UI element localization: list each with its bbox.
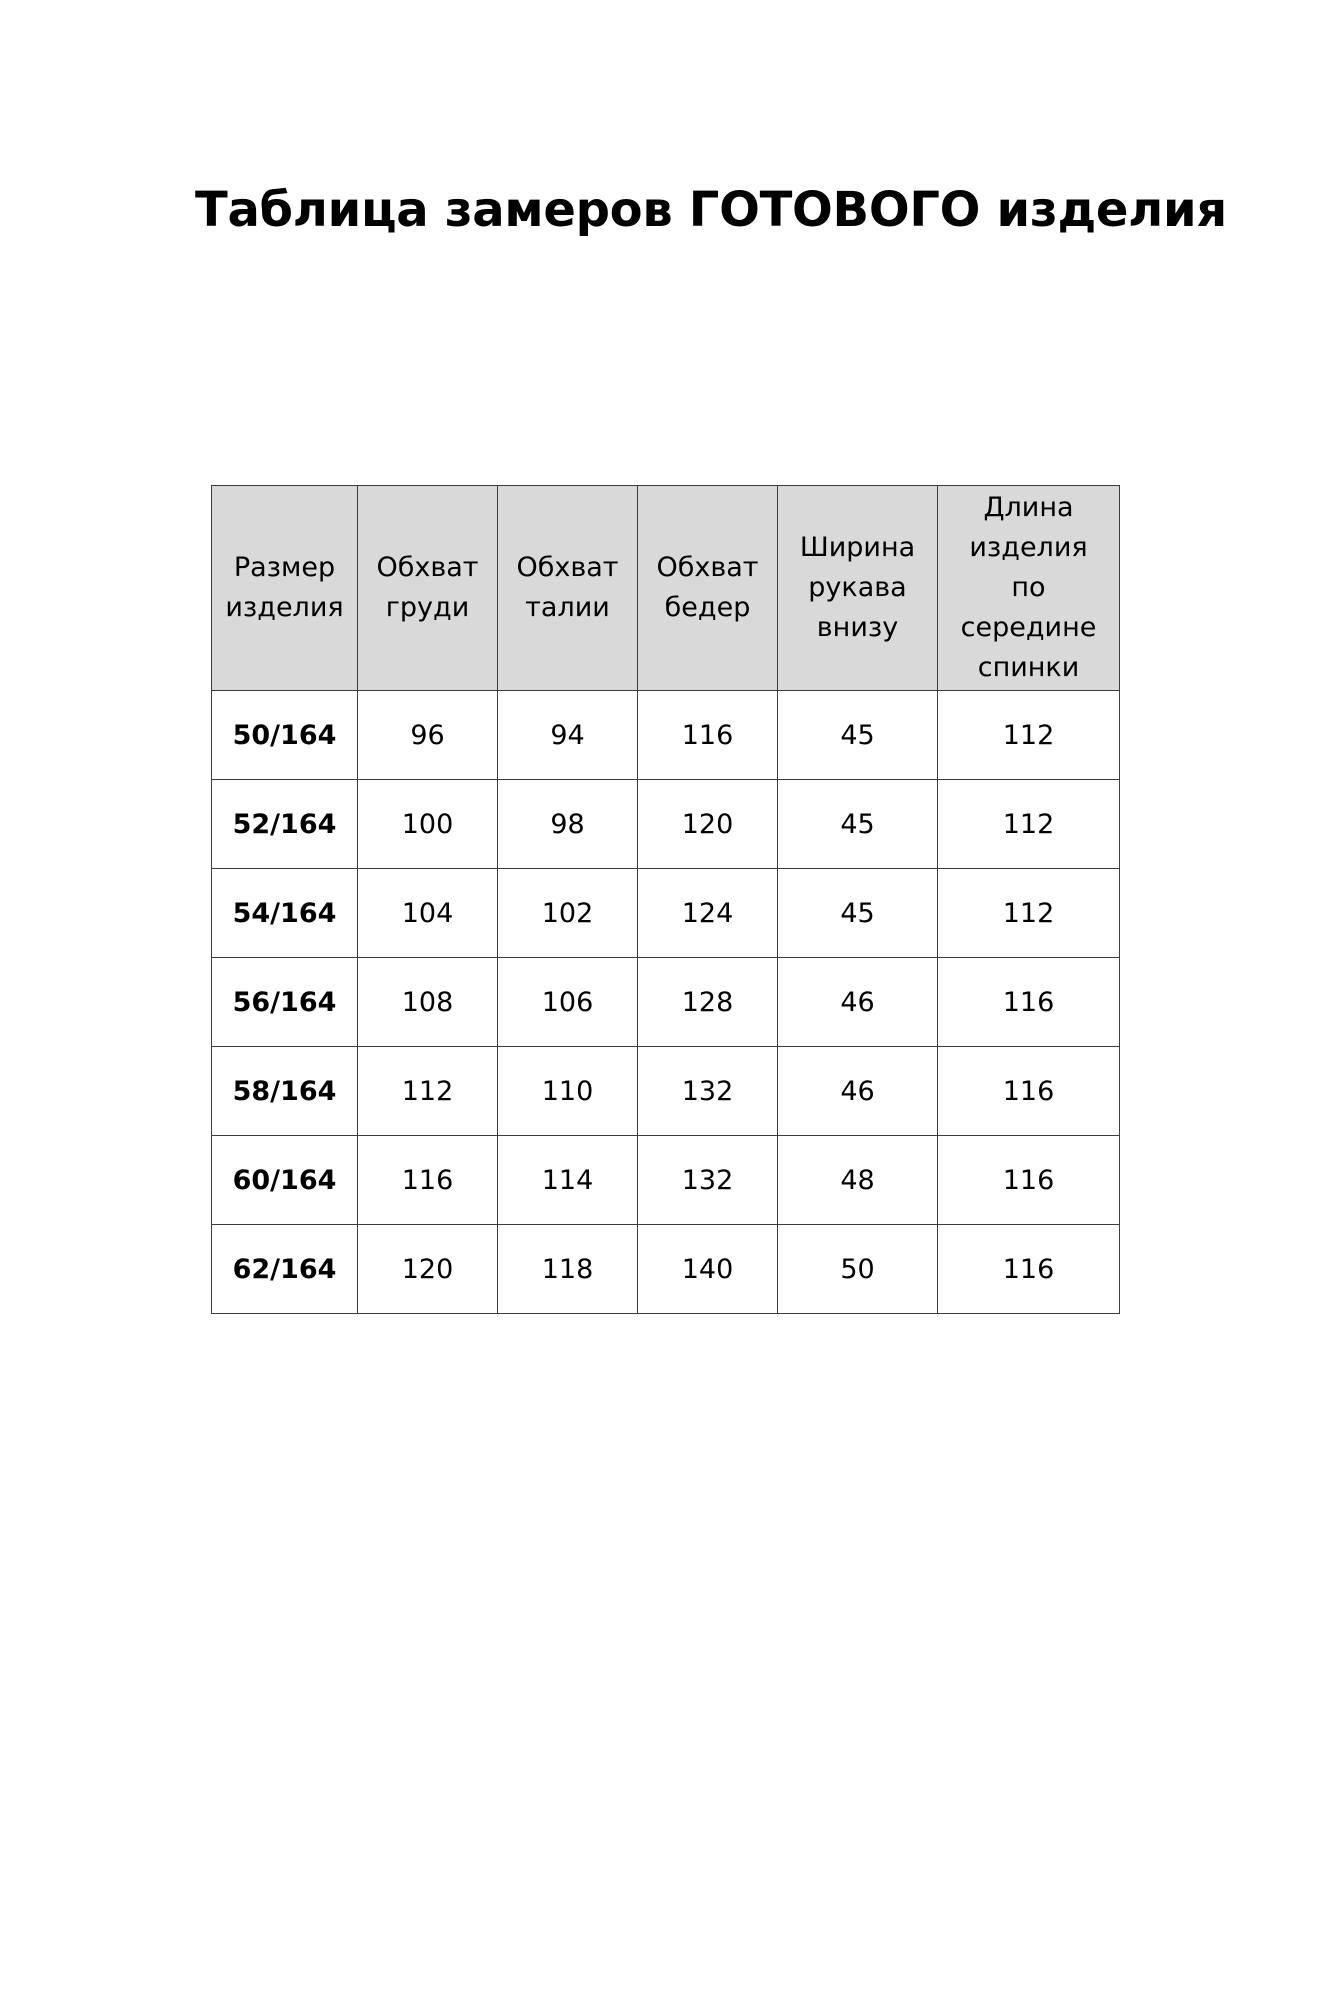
back-length-cell: 116	[938, 958, 1120, 1047]
waist-cell: 94	[498, 691, 638, 780]
hips-cell: 128	[638, 958, 778, 1047]
size-cell: 62/164	[212, 1225, 358, 1314]
waist-cell: 118	[498, 1225, 638, 1314]
chest-cell: 100	[358, 780, 498, 869]
chest-cell: 104	[358, 869, 498, 958]
table-header-row	[212, 486, 1120, 691]
header-back-length	[938, 486, 1120, 691]
back-length-cell: 112	[938, 869, 1120, 958]
header-hips	[638, 486, 778, 691]
hips-cell: 140	[638, 1225, 778, 1314]
header-label: Обхват груди	[376, 552, 479, 623]
size-chart-table	[211, 485, 1120, 1314]
size-cell: 50/164	[212, 691, 358, 780]
hips-cell: 124	[638, 869, 778, 958]
back-length-cell: 116	[938, 1136, 1120, 1225]
size-cell: 54/164	[212, 869, 358, 958]
header-chest	[358, 486, 498, 691]
waist-cell: 98	[498, 780, 638, 869]
sleeve-width-cell: 45	[778, 869, 938, 958]
sleeve-width-cell: 48	[778, 1136, 938, 1225]
sleeve-width-cell: 45	[778, 691, 938, 780]
hips-cell: 132	[638, 1136, 778, 1225]
waist-cell: 110	[498, 1047, 638, 1136]
sleeve-width-cell: 45	[778, 780, 938, 869]
table-row	[212, 958, 1120, 1047]
waist-cell: 114	[498, 1136, 638, 1225]
hips-cell: 120	[638, 780, 778, 869]
back-length-cell: 112	[938, 691, 1120, 780]
table-row	[212, 1047, 1120, 1136]
waist-cell: 102	[498, 869, 638, 958]
size-cell: 56/164	[212, 958, 358, 1047]
back-length-cell: 116	[938, 1047, 1120, 1136]
table-row	[212, 869, 1120, 958]
header-label: Размер изделия	[225, 552, 344, 623]
back-length-cell: 116	[938, 1225, 1120, 1314]
hips-cell: 116	[638, 691, 778, 780]
page-title: Таблица замеров ГОТОВОГО изделия	[195, 182, 1227, 238]
chest-cell: 116	[358, 1136, 498, 1225]
table-row	[212, 691, 1120, 780]
header-label: Обхват бедер	[656, 552, 759, 623]
sleeve-width-cell: 46	[778, 958, 938, 1047]
sleeve-width-cell: 46	[778, 1047, 938, 1136]
header-size	[212, 486, 358, 691]
size-cell: 60/164	[212, 1136, 358, 1225]
header-waist	[498, 486, 638, 691]
header-label: Длина изделия по середине спинки	[960, 492, 1097, 683]
table-row	[212, 1225, 1120, 1314]
table-row	[212, 780, 1120, 869]
table-row	[212, 1136, 1120, 1225]
sleeve-width-cell: 50	[778, 1225, 938, 1314]
header-label: Обхват талии	[516, 552, 619, 623]
waist-cell: 106	[498, 958, 638, 1047]
back-length-cell: 112	[938, 780, 1120, 869]
header-sleeve-width	[778, 486, 938, 691]
hips-cell: 132	[638, 1047, 778, 1136]
header-label: Ширина рукава внизу	[799, 532, 916, 643]
chest-cell: 120	[358, 1225, 498, 1314]
chest-cell: 112	[358, 1047, 498, 1136]
chest-cell: 108	[358, 958, 498, 1047]
size-cell: 52/164	[212, 780, 358, 869]
chest-cell: 96	[358, 691, 498, 780]
size-cell: 58/164	[212, 1047, 358, 1136]
